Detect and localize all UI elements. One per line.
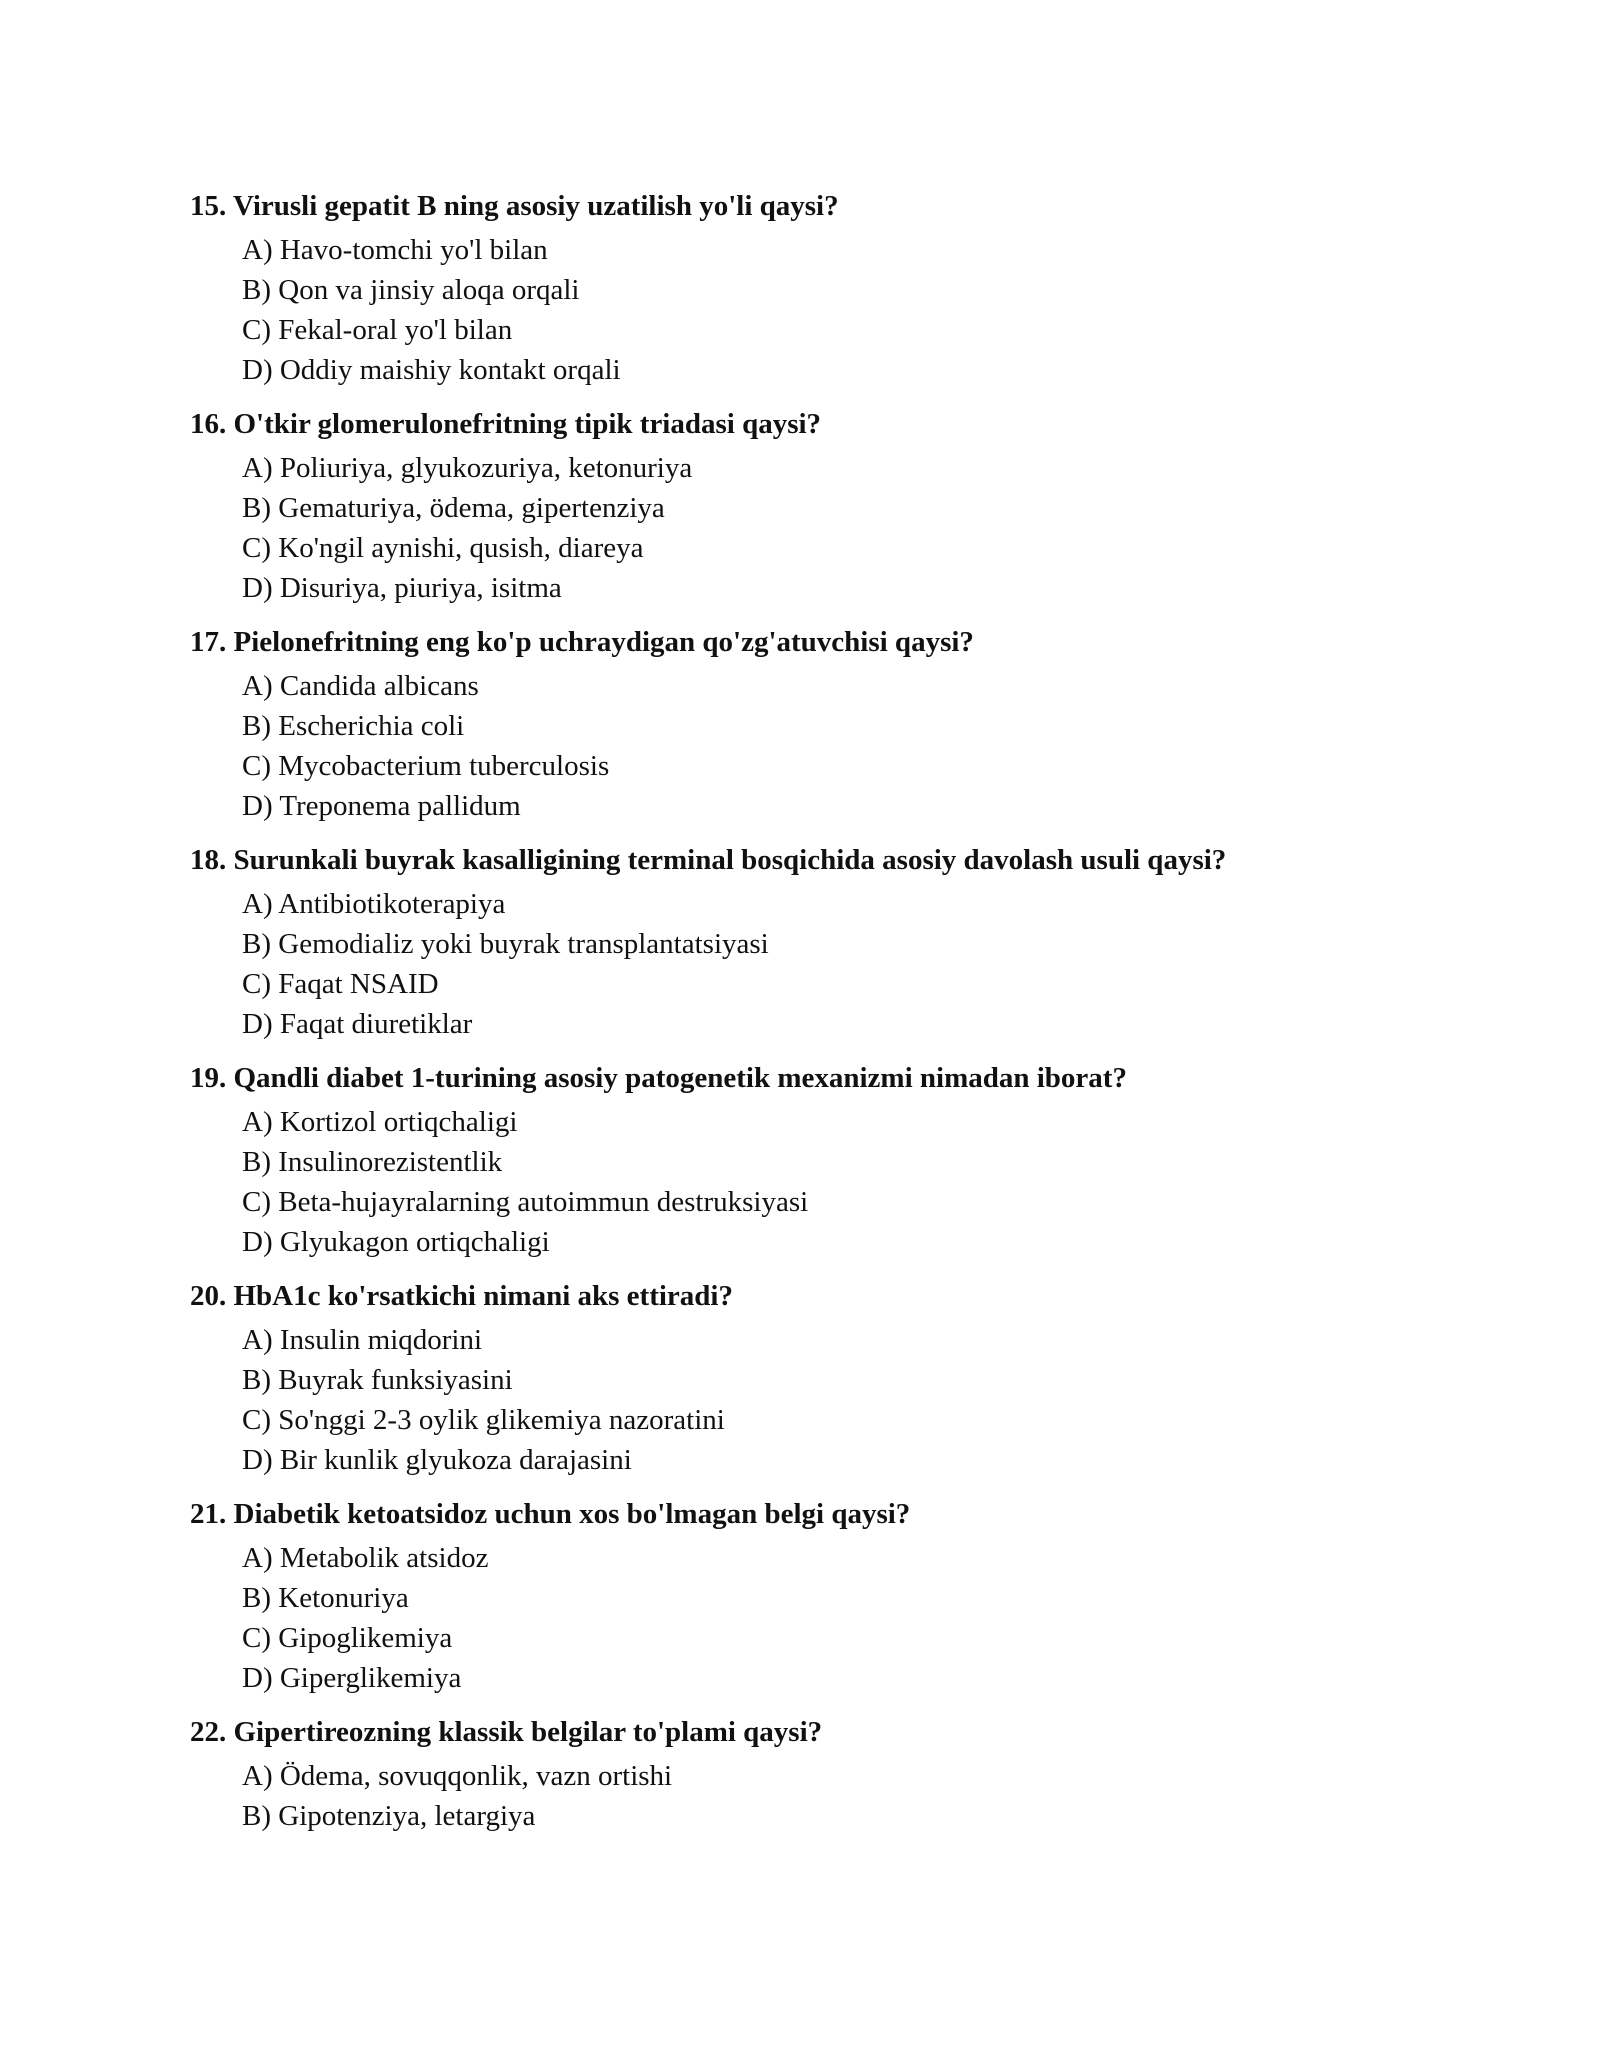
- question-list: [190, 186, 1470, 1850]
- option-a: A) Havo-tomchi yo'l bilan: [242, 234, 548, 266]
- question-16: [190, 404, 1470, 608]
- option-b: B) Escherichia coli: [242, 710, 465, 742]
- option-c: C) Mycobacterium tuberculosis: [242, 750, 610, 782]
- option-a: A) Antibiotikoterapiya: [242, 888, 506, 920]
- option-c: C) Ko'ngil aynishi, qusish, diareya: [242, 532, 644, 564]
- option-b: B) Buyrak funksiyasini: [242, 1364, 513, 1396]
- option-list: [242, 666, 1470, 826]
- option-list: [242, 1538, 1470, 1698]
- question-title: 18. Surunkali buyrak kasalligining terminal bosqichida asosiy davolash usuli qaysi?: [190, 844, 1227, 876]
- option-b: B) Gipotenziya, letargiya: [242, 1800, 536, 1832]
- option-d: D) Glyukagon ortiqchaligi: [242, 1226, 550, 1258]
- option-a: A) Poliuriya, glyukozuriya, ketonuriya: [242, 452, 693, 484]
- option-d: D) Treponema pallidum: [242, 790, 521, 822]
- option-b: B) Qon va jinsiy aloqa orqali: [242, 274, 580, 306]
- option-c: C) Gipoglikemiya: [242, 1622, 453, 1654]
- option-a: A) Candida albicans: [242, 670, 479, 702]
- option-d: D) Oddiy maishiy kontakt orqali: [242, 354, 621, 386]
- option-list: [242, 230, 1470, 390]
- option-list: [242, 448, 1470, 608]
- option-list: [242, 1756, 1470, 1836]
- option-a: A) Kortizol ortiqchaligi: [242, 1106, 518, 1138]
- option-b: B) Gemodializ yoki buyrak transplantatsiyasi: [242, 928, 769, 960]
- option-d: D) Giperglikemiya: [242, 1662, 462, 1694]
- question-15: [190, 186, 1470, 390]
- option-list: [242, 884, 1470, 1044]
- option-a: A) Metabolik atsidoz: [242, 1542, 489, 1574]
- option-b: B) Ketonuriya: [242, 1582, 409, 1614]
- option-a: A) Ödema, sovuqqonlik, vazn ortishi: [242, 1760, 673, 1792]
- question-21: [190, 1494, 1470, 1698]
- question-title: 22. Gipertireozning klassik belgilar to'plami qaysi?: [190, 1716, 823, 1748]
- question-19: [190, 1058, 1470, 1262]
- option-c: C) Beta-hujayralarning autoimmun destruksiyasi: [242, 1186, 809, 1218]
- question-title: 16. O'tkir glomerulonefritning tipik triadasi qaysi?: [190, 408, 822, 440]
- option-a: A) Insulin miqdorini: [242, 1324, 483, 1356]
- option-d: D) Disuriya, piuriya, isitma: [242, 572, 562, 604]
- question-22: [190, 1712, 1470, 1836]
- question-title: 15. Virusli gepatit B ning asosiy uzatilish yo'li qaysi?: [190, 190, 839, 222]
- option-c: C) Faqat NSAID: [242, 968, 439, 1000]
- option-list: [242, 1102, 1470, 1262]
- option-list: [242, 1320, 1470, 1480]
- option-d: D) Faqat diuretiklar: [242, 1008, 473, 1040]
- option-d: D) Bir kunlik glyukoza darajasini: [242, 1444, 632, 1476]
- question-title: 19. Qandli diabet 1-turining asosiy patogenetik mexanizmi nimadan iborat?: [190, 1062, 1127, 1094]
- question-title: 20. HbA1c ko'rsatkichi nimani aks ettiradi?: [190, 1280, 733, 1312]
- question-20: [190, 1276, 1470, 1480]
- option-b: B) Gematuriya, ödema, gipertenziya: [242, 492, 665, 524]
- question-17: [190, 622, 1470, 826]
- option-c: C) Fekal-oral yo'l bilan: [242, 314, 513, 346]
- question-title: 21. Diabetik ketoatsidoz uchun xos bo'lmagan belgi qaysi?: [190, 1498, 911, 1530]
- option-b: B) Insulinorezistentlik: [242, 1146, 503, 1178]
- question-title: 17. Pielonefritning eng ko'p uchraydigan qo'zg'atuvchisi qaysi?: [190, 626, 974, 658]
- option-c: C) So'nggi 2-3 oylik glikemiya nazoratini: [242, 1404, 725, 1436]
- question-18: [190, 840, 1470, 1044]
